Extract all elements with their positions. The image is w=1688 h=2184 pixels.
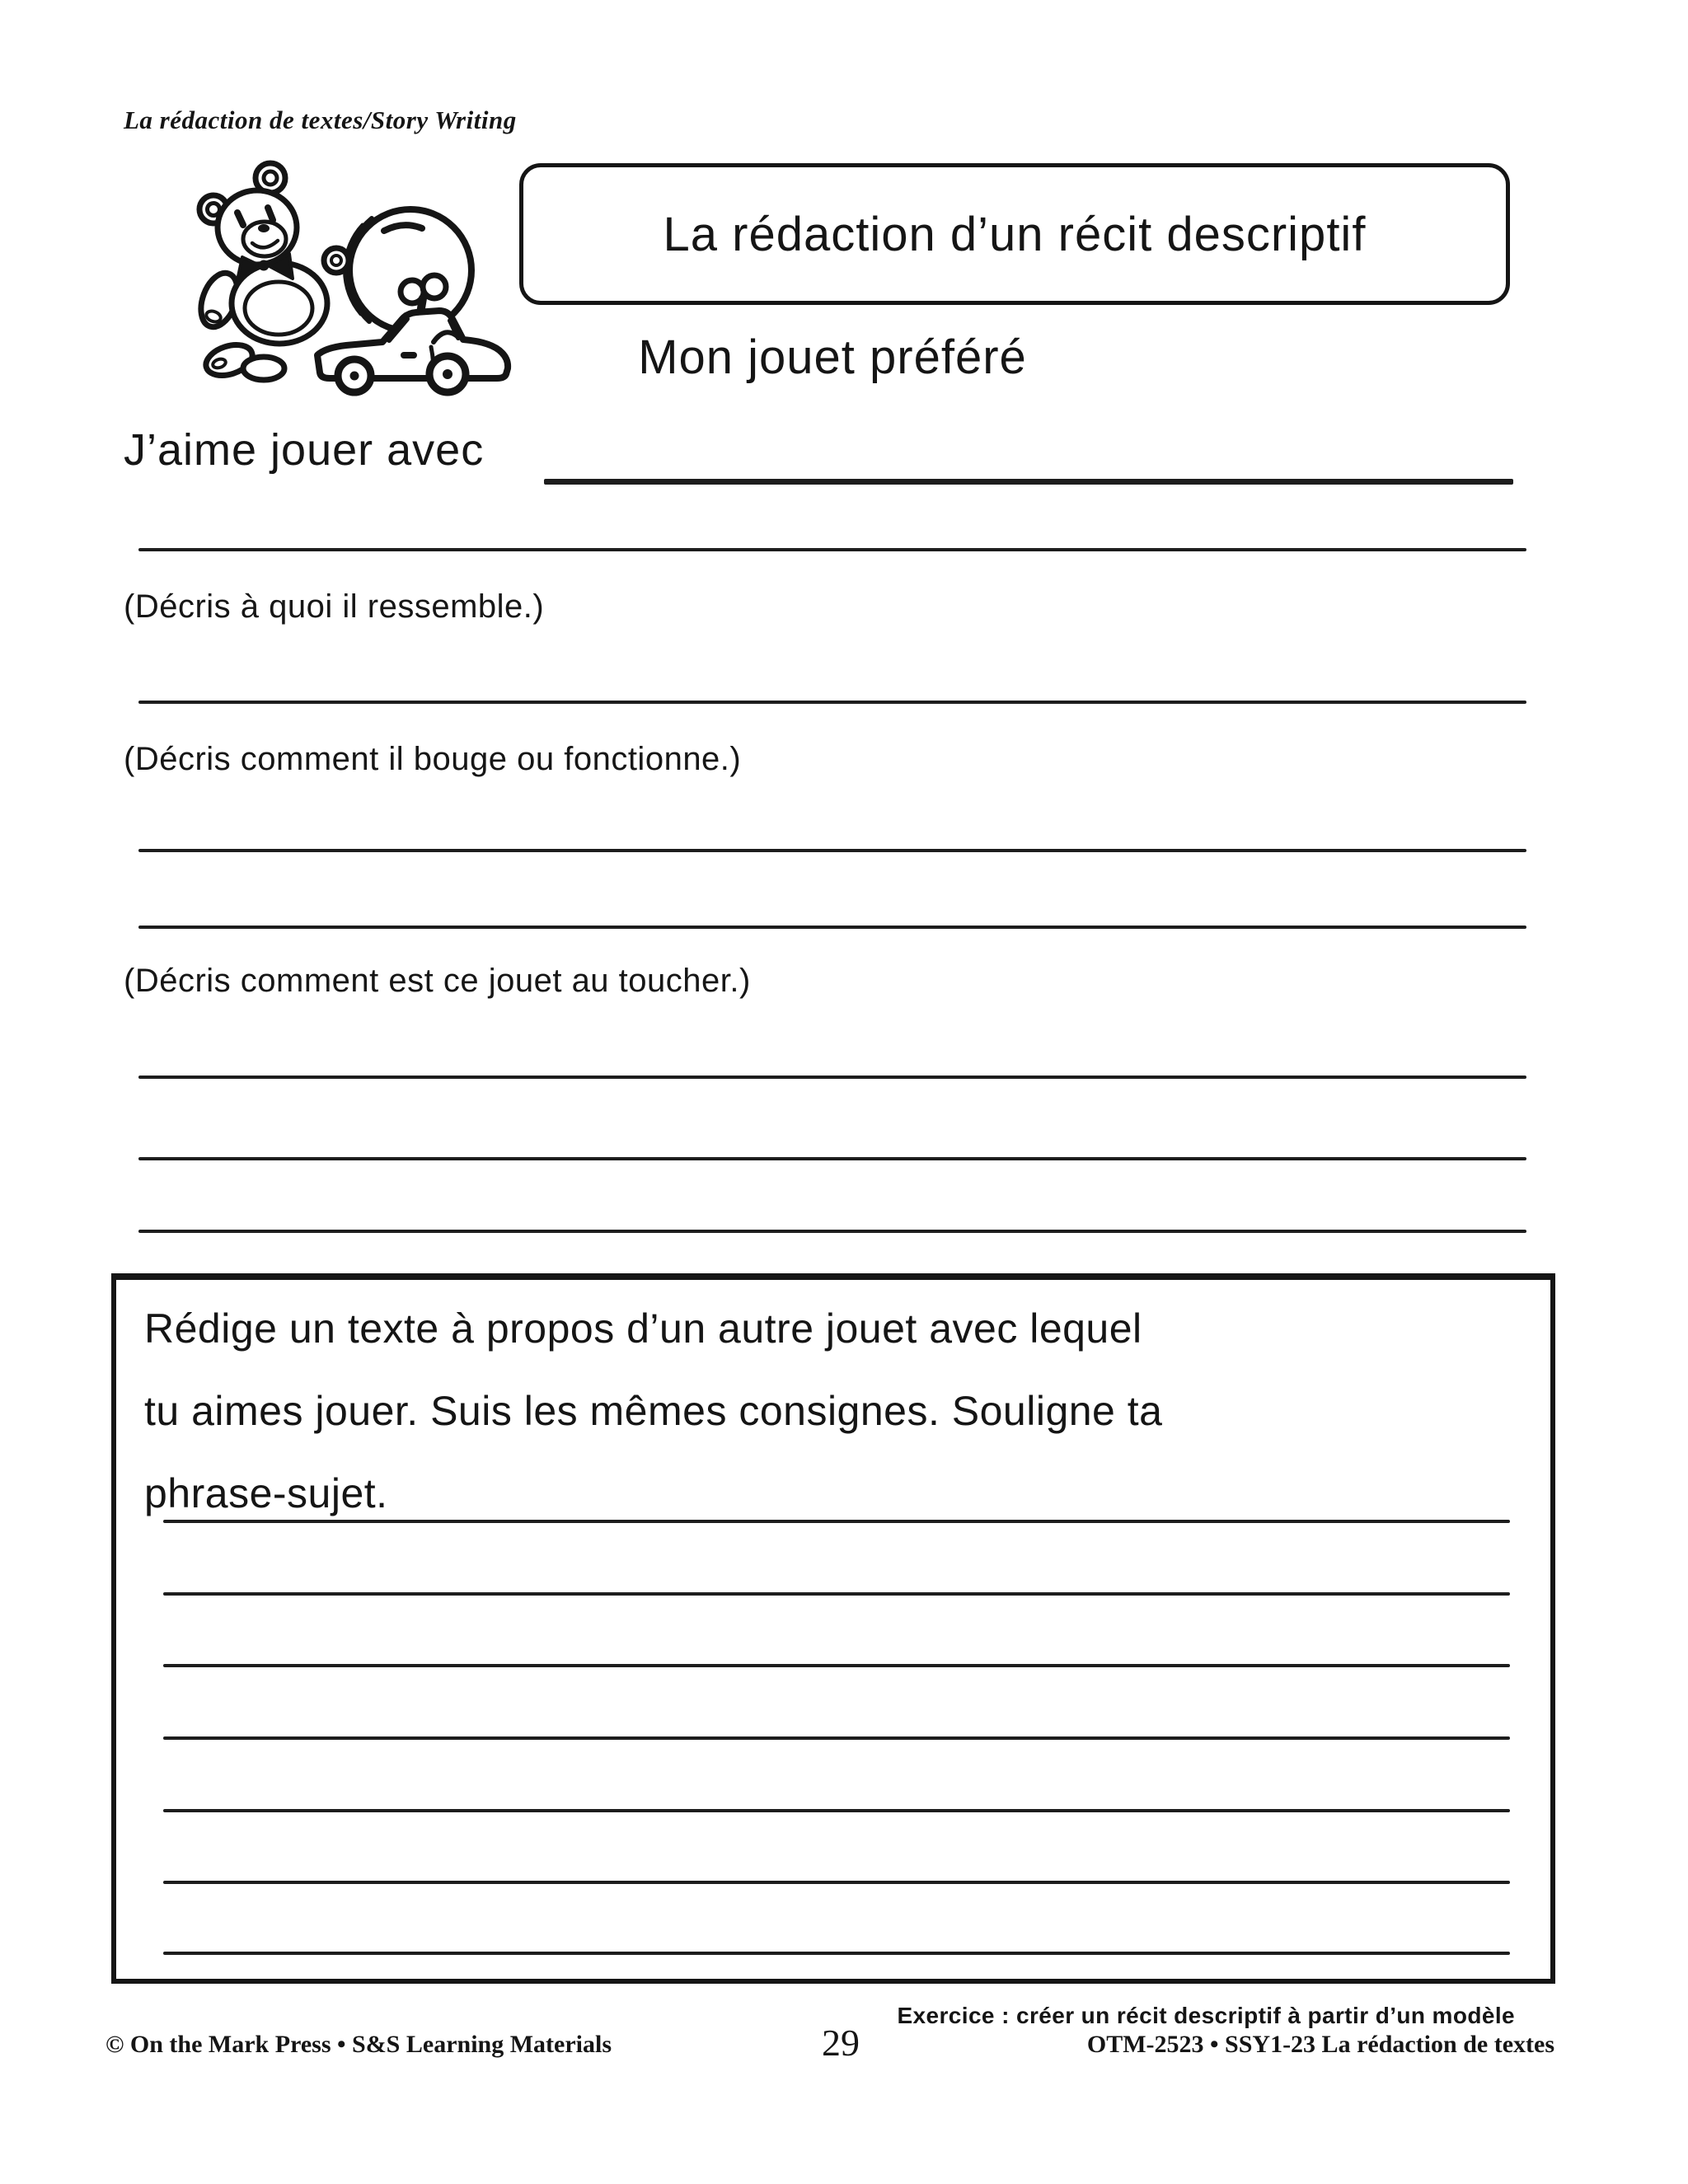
category-header: La rédaction de textes/Story Writing (124, 105, 517, 134)
writing-line (163, 1736, 1510, 1740)
hint-appearance: (Décris à quoi il ressemble.) (124, 588, 545, 625)
writing-line (163, 1952, 1510, 1955)
writing-line (544, 479, 1513, 485)
instruction-line: phrase-sujet. (144, 1470, 388, 1516)
writing-line (138, 1076, 1526, 1079)
exercise-note: Exercice : créer un récit descriptif à partir d’un modèle (897, 2003, 1515, 2028)
page-number: 29 (822, 2022, 860, 2064)
title-box (519, 163, 1510, 305)
page-title: La rédaction d’un récit descriptif (663, 207, 1367, 261)
writing-line (138, 1157, 1526, 1160)
writing-line (163, 1592, 1510, 1596)
toy-car-icon (317, 311, 508, 392)
writing-line (138, 701, 1526, 704)
opening-prompt: J’aime jouer avec (124, 425, 485, 475)
product-code: OTM-2523 • SSY1-23 La rédaction de textes (1086, 2031, 1554, 2058)
toys-illustration (186, 155, 516, 402)
writing-line (163, 1881, 1510, 1884)
writing-line (138, 926, 1526, 929)
copyright-notice: © On the Mark Press • S&S Learning Materials (106, 2031, 612, 2058)
instruction-text (144, 1287, 1162, 1535)
writing-line (163, 1664, 1510, 1667)
instruction-line: tu aimes jouer. Suis les mêmes consignes. Souligne ta (144, 1388, 1163, 1434)
instruction-line: Rédige un texte à propos d’un autre jouet avec lequel (144, 1305, 1142, 1352)
hint-texture: (Décris comment est ce jouet au toucher.) (124, 963, 751, 999)
writing-line (138, 1230, 1526, 1233)
writing-line (163, 1520, 1510, 1523)
hint-movement: (Décris comment il bouge ou fonctionne.) (124, 741, 742, 777)
page-subtitle: Mon jouet préféré (638, 330, 1027, 384)
writing-line (163, 1809, 1510, 1812)
writing-line (138, 548, 1526, 551)
writing-line (138, 849, 1526, 852)
